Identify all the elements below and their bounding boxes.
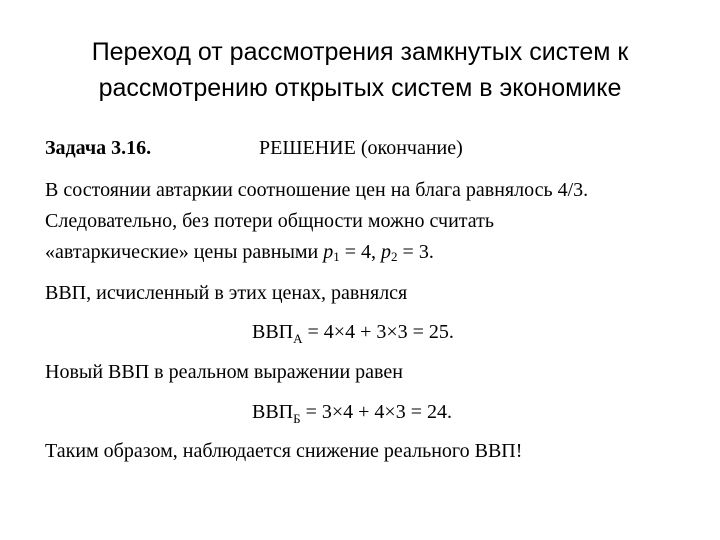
paragraph-1-line-3 [45, 240, 434, 269]
title-line-1: Переход от рассмотрения замкнутых систем к [91, 38, 629, 66]
formula-gdp-a [252, 320, 454, 351]
title-line-2: рассмотрению открытых систем в экономике [98, 74, 622, 102]
paragraph-3: Новый ВВП в реальном выражении равен [45, 361, 403, 383]
paragraph-2: ВВП, исчисленный в этих ценах, равнялся [45, 282, 408, 304]
solution-label: РЕШЕНИЕ (окончание) [259, 137, 463, 159]
price-subscript-2: 2 [391, 249, 398, 264]
task-label: Задача 3.16. [45, 137, 152, 159]
formula-a-expression: = 4×4 + 3×3 = 25. [302, 321, 454, 343]
task-header [45, 136, 151, 160]
price-value-2: = 3. [397, 241, 434, 263]
paragraph-1-line-1: В состоянии автаркии соотношение цен на блага равнялось 4/3. [45, 179, 589, 201]
price-variable-2: p [381, 241, 392, 263]
formula-gdp-b [252, 400, 452, 431]
slide-title [0, 34, 720, 106]
formula-a-prefix: ВВП [252, 321, 294, 343]
paragraph-1-line-2: Следовательно, без потери общности можно считать [45, 210, 494, 232]
formula-a-subscript: А [293, 331, 303, 346]
price-variable-1: p [323, 241, 334, 263]
paragraph-4: Таким образом, наблюдается снижение реального ВВП! [45, 440, 523, 462]
price-subscript-1: 1 [333, 249, 340, 264]
formula-b-prefix: ВВП [252, 401, 294, 423]
formula-b-subscript: Б [293, 411, 301, 426]
formula-b-expression: = 3×4 + 4×3 = 24. [300, 401, 452, 423]
price-value-1: = 4, [339, 241, 382, 263]
paragraph-1-line-3-text: «автаркические» цены равными [45, 241, 324, 263]
